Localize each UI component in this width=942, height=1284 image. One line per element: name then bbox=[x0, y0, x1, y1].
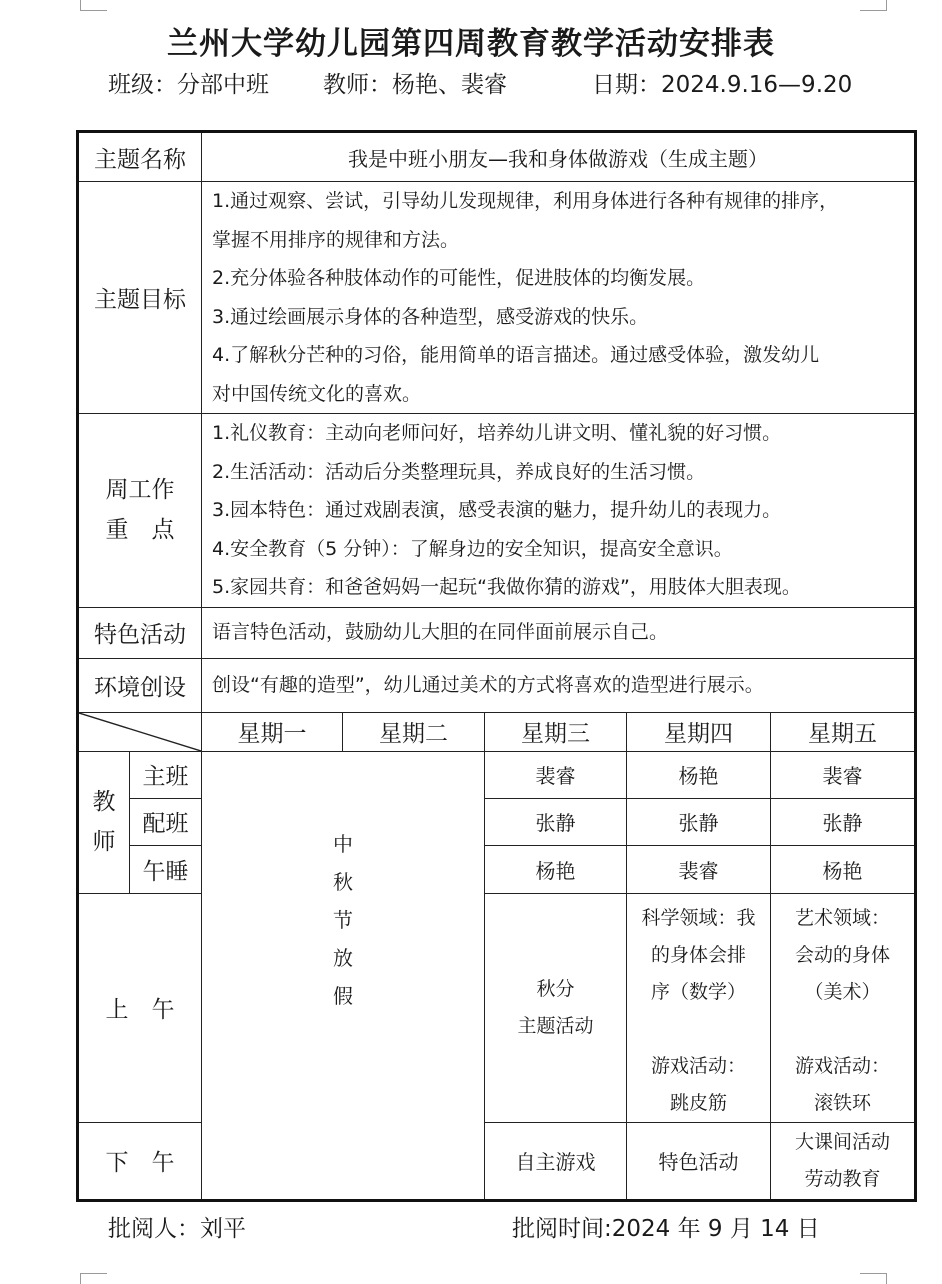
special-activity-value: 语言特色活动，鼓励幼儿大胆的在同伴面前展示自己。 bbox=[202, 607, 916, 658]
diagonal-header-cell bbox=[78, 712, 202, 751]
goal-line: 对中国传统文化的喜欢。 bbox=[212, 382, 422, 405]
review-time: 批阅时间:2024 年 9 月 14 日 bbox=[512, 1216, 820, 1242]
thu-morning: 科学领域：我 的身体会排 序（数学） 游戏活动： 跳皮筋 bbox=[627, 893, 771, 1122]
thu-nap-teacher: 裴睿 bbox=[627, 845, 771, 893]
afternoon-label: 下 午 bbox=[78, 1122, 202, 1200]
thu-afternoon: 特色活动 bbox=[627, 1122, 771, 1200]
goal-line: 3.通过绘画展示身体的各种造型，感受游戏的快乐。 bbox=[212, 305, 649, 328]
focus-line: 3.园本特色：通过戏剧表演，感受表演的魅力，提升幼儿的表现力。 bbox=[212, 499, 782, 521]
role-main: 主班 bbox=[130, 751, 202, 798]
thu-main-teacher: 杨艳 bbox=[627, 751, 771, 798]
document-title: 兰州大学幼儿园第四周教育教学活动安排表 bbox=[167, 26, 775, 62]
crop-mark-bottom-right bbox=[860, 1273, 887, 1284]
special-activity-label: 特色活动 bbox=[78, 607, 202, 658]
goal-line: 掌握不用排序的规律和方法。 bbox=[212, 228, 460, 251]
teacher-info: 教师：杨艳、裴睿 bbox=[323, 72, 507, 98]
weekday-header-row bbox=[78, 712, 916, 751]
focus-line: 4.安全教育（5 分钟）：了解身边的安全知识，提高安全意识。 bbox=[212, 537, 733, 560]
goal-line: 1.通过观察、尝试，引导幼儿发现规律，利用身体进行各种有规律的排序， bbox=[212, 190, 839, 212]
holiday-cell: 中 秋 节 放 假 bbox=[202, 751, 485, 1200]
fri-morning: 艺术领域： 会动的身体 （美术） 游戏活动： 滚铁环 bbox=[771, 893, 916, 1122]
date-info: 日期：2024.9.16—9.20 bbox=[592, 72, 853, 98]
wed-nap-teacher: 杨艳 bbox=[485, 845, 627, 893]
fri-main-teacher: 裴睿 bbox=[771, 751, 916, 798]
theme-name-value: 我是中班小朋友—我和身体做游戏（生成主题） bbox=[202, 132, 916, 182]
weekly-focus-label: 周工作 重 点 bbox=[78, 414, 202, 608]
role-nap: 午睡 bbox=[130, 845, 202, 893]
focus-line: 1.礼仪教育：主动向老师问好，培养幼儿讲文明、懂礼貌的好习惯。 bbox=[212, 422, 782, 444]
environment-row bbox=[78, 658, 916, 712]
class-info: 班级：分部中班 bbox=[108, 72, 269, 98]
fri-afternoon: 大课间活动 劳动教育 bbox=[771, 1122, 916, 1200]
environment-label: 环境创设 bbox=[78, 658, 202, 712]
role-assist: 配班 bbox=[130, 798, 202, 845]
theme-goals-row bbox=[78, 182, 916, 414]
thu-assist-teacher: 张静 bbox=[627, 798, 771, 845]
theme-name-row bbox=[78, 132, 916, 182]
wed-assist-teacher: 张静 bbox=[485, 798, 627, 845]
goal-line: 2.充分体验各种肢体动作的可能性，促进肢体的均衡发展。 bbox=[212, 267, 706, 289]
fri-nap-teacher: 杨艳 bbox=[771, 845, 916, 893]
diagonal-line bbox=[79, 713, 201, 751]
weekly-focus-row bbox=[78, 414, 916, 608]
crop-mark-bottom-left bbox=[80, 1273, 107, 1284]
teacher-group-label: 教 师 bbox=[78, 751, 130, 893]
special-activity-row bbox=[78, 607, 916, 658]
wed-main-teacher: 裴睿 bbox=[485, 751, 627, 798]
teacher-main-row bbox=[78, 751, 916, 798]
focus-line: 5.家园共育：和爸爸妈妈一起玩“我做你猜的游戏”，用肢体大胆表现。 bbox=[212, 576, 801, 598]
wed-afternoon: 自主游戏 bbox=[485, 1122, 627, 1200]
weekly-focus-list bbox=[202, 414, 916, 608]
theme-goals-list bbox=[202, 182, 916, 414]
day-tuesday: 星期二 bbox=[343, 712, 485, 751]
crop-mark-top-left bbox=[80, 0, 107, 11]
schedule-table bbox=[76, 130, 917, 1202]
focus-line: 2.生活活动：活动后分类整理玩具，养成良好的生活习惯。 bbox=[212, 460, 706, 483]
morning-label: 上 午 bbox=[78, 893, 202, 1122]
theme-goals-label: 主题目标 bbox=[78, 182, 202, 414]
environment-value: 创设“有趣的造型”，幼儿通过美术的方式将喜欢的造型进行展示。 bbox=[202, 658, 916, 712]
day-monday: 星期一 bbox=[202, 712, 343, 751]
crop-mark-top-right bbox=[860, 0, 887, 11]
day-thursday: 星期四 bbox=[627, 712, 771, 751]
theme-name-label: 主题名称 bbox=[78, 132, 202, 182]
day-friday: 星期五 bbox=[771, 712, 916, 751]
goal-line: 4.了解秋分芒种的习俗，能用简单的语言描述。通过感受体验，激发幼儿 bbox=[212, 344, 820, 366]
fri-assist-teacher: 张静 bbox=[771, 798, 916, 845]
reviewer: 批阅人：刘平 bbox=[108, 1216, 246, 1242]
wed-morning: 秋分 主题活动 bbox=[485, 893, 627, 1122]
day-wednesday: 星期三 bbox=[485, 712, 627, 751]
